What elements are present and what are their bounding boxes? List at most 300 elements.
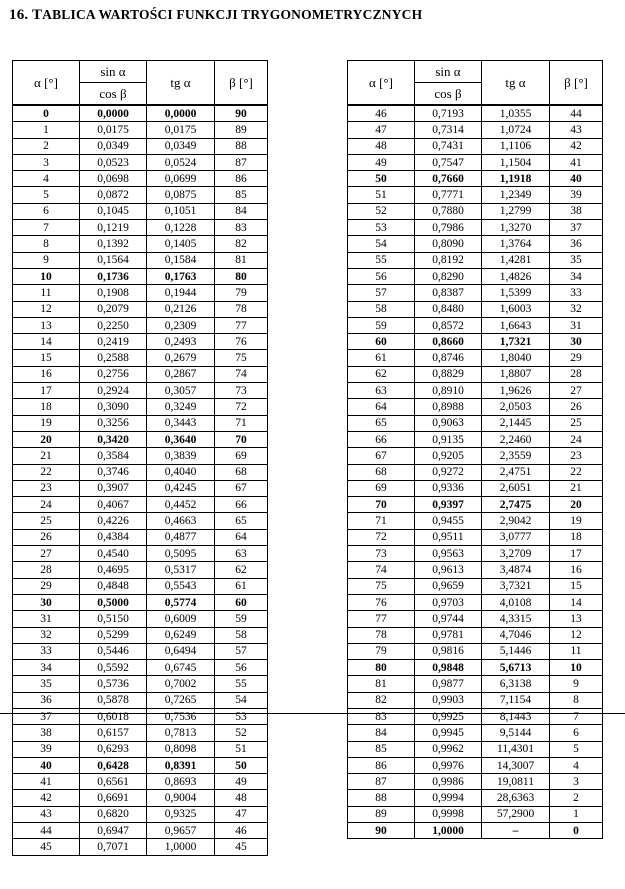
cell-alpha: 14: [13, 334, 80, 350]
cell-alpha: 67: [348, 448, 415, 464]
cell-tg: 0,4452: [147, 497, 215, 513]
cell-tg: 0,3640: [147, 431, 215, 447]
table-row: [13, 725, 268, 741]
table-row: [13, 627, 268, 643]
cell-sin: 0,9336: [415, 480, 482, 496]
cell-alpha: 57: [348, 285, 415, 301]
cell-tg: 9,5144: [482, 725, 550, 741]
cell-sin: 0,8910: [415, 383, 482, 399]
cell-sin: 0,9063: [415, 415, 482, 431]
table-row: [348, 611, 603, 627]
table-row: [348, 301, 603, 317]
cell-alpha: 39: [13, 741, 80, 757]
cell-beta: 41: [550, 154, 603, 170]
cell-alpha: 70: [348, 497, 415, 513]
cell-sin: 0,7986: [415, 220, 482, 236]
cell-sin: 0,6820: [80, 806, 147, 822]
table-row: [348, 497, 603, 513]
cell-tg: 0,0699: [147, 171, 215, 187]
cell-beta: 63: [215, 546, 268, 562]
cell-sin: 0,4540: [80, 546, 147, 562]
cell-alpha: 56: [348, 268, 415, 284]
cell-tg: 0,7536: [147, 708, 215, 724]
table-row: [348, 725, 603, 741]
cell-beta: 72: [215, 399, 268, 415]
header-tg: tg α: [147, 61, 215, 106]
table-row: [348, 464, 603, 480]
cell-tg: 7,1154: [482, 692, 550, 708]
cell-sin: 0,3090: [80, 399, 147, 415]
cell-beta: 7: [550, 708, 603, 724]
cell-alpha: 21: [13, 448, 80, 464]
cell-alpha: 76: [348, 594, 415, 610]
table-row: [348, 431, 603, 447]
cell-sin: 0,1219: [80, 220, 147, 236]
cell-beta: 76: [215, 334, 268, 350]
cell-tg: 0,2126: [147, 301, 215, 317]
cell-sin: 0,7660: [415, 171, 482, 187]
cell-alpha: 3: [13, 154, 80, 170]
cell-beta: 20: [550, 497, 603, 513]
cell-sin: 0,8192: [415, 252, 482, 268]
cell-alpha: 23: [13, 480, 80, 496]
cell-tg: 0,3249: [147, 399, 215, 415]
cell-alpha: 15: [13, 350, 80, 366]
cell-alpha: 90: [348, 823, 415, 839]
cell-sin: 0,5299: [80, 627, 147, 643]
cell-beta: 49: [215, 774, 268, 790]
cell-beta: 43: [550, 122, 603, 138]
cell-beta: 42: [550, 138, 603, 154]
cell-alpha: 83: [348, 708, 415, 724]
table-row: [13, 757, 268, 773]
cell-alpha: 58: [348, 301, 415, 317]
cell-alpha: 11: [13, 285, 80, 301]
cell-sin: 0,1564: [80, 252, 147, 268]
header-alpha: α [°]: [348, 61, 415, 106]
cell-beta: 54: [215, 692, 268, 708]
cell-tg: 1,7321: [482, 334, 550, 350]
cell-beta: 6: [550, 725, 603, 741]
cell-tg: –: [482, 823, 550, 839]
cell-sin: 0,9976: [415, 757, 482, 773]
cell-alpha: 49: [348, 154, 415, 170]
table-row: [348, 448, 603, 464]
cell-sin: 0,3256: [80, 415, 147, 431]
cell-tg: 28,6363: [482, 790, 550, 806]
cell-tg: 0,4040: [147, 464, 215, 480]
table-row: [348, 122, 603, 138]
table-row: [348, 317, 603, 333]
cell-sin: 0,9877: [415, 676, 482, 692]
table-row: [13, 611, 268, 627]
table-row: [348, 741, 603, 757]
cell-alpha: 16: [13, 366, 80, 382]
cell-beta: 55: [215, 676, 268, 692]
cell-beta: 83: [215, 220, 268, 236]
table-row: [348, 187, 603, 203]
cell-alpha: 27: [13, 546, 80, 562]
table-row: [348, 562, 603, 578]
cell-sin: 0,3746: [80, 464, 147, 480]
header-sin-cos: [80, 61, 147, 106]
cell-alpha: 26: [13, 529, 80, 545]
cell-sin: 0,9998: [415, 806, 482, 822]
cell-alpha: 46: [348, 105, 415, 122]
cell-tg: 0,6745: [147, 660, 215, 676]
cell-sin: 0,2250: [80, 317, 147, 333]
cell-beta: 14: [550, 594, 603, 610]
cell-beta: 50: [215, 757, 268, 773]
cell-tg: 0,5095: [147, 546, 215, 562]
table-row: [348, 546, 603, 562]
cell-alpha: 78: [348, 627, 415, 643]
table-header-row: [348, 61, 603, 106]
cell-sin: 0,0698: [80, 171, 147, 187]
cell-beta: 75: [215, 350, 268, 366]
cell-beta: 68: [215, 464, 268, 480]
cell-beta: 57: [215, 643, 268, 659]
cell-sin: 0,9962: [415, 741, 482, 757]
cell-tg: 1,6643: [482, 317, 550, 333]
table-row: [348, 220, 603, 236]
cell-alpha: 4: [13, 171, 80, 187]
cell-alpha: 19: [13, 415, 80, 431]
cell-tg: 0,3839: [147, 448, 215, 464]
cell-sin: 0,4695: [80, 562, 147, 578]
cell-beta: 47: [215, 806, 268, 822]
cell-sin: 0,7880: [415, 203, 482, 219]
cell-beta: 51: [215, 741, 268, 757]
cell-beta: 5: [550, 741, 603, 757]
cell-beta: 15: [550, 578, 603, 594]
cell-alpha: 51: [348, 187, 415, 203]
cell-sin: 1,0000: [415, 823, 482, 839]
page-title: [9, 7, 422, 24]
cell-beta: 25: [550, 415, 603, 431]
cell-sin: 0,7431: [415, 138, 482, 154]
cell-tg: 1,5399: [482, 285, 550, 301]
cell-alpha: 69: [348, 480, 415, 496]
table-row: [13, 350, 268, 366]
cell-alpha: 50: [348, 171, 415, 187]
cell-sin: 0,6561: [80, 774, 147, 790]
cell-alpha: 54: [348, 236, 415, 252]
cell-alpha: 63: [348, 383, 415, 399]
cell-beta: 74: [215, 366, 268, 382]
table-row: [348, 236, 603, 252]
cell-sin: 0,2924: [80, 383, 147, 399]
cell-tg: 1,1106: [482, 138, 550, 154]
cell-alpha: 41: [13, 774, 80, 790]
cell-tg: 2,6051: [482, 480, 550, 496]
table-row: [348, 171, 603, 187]
cell-sin: 0,1736: [80, 268, 147, 284]
cell-beta: 34: [550, 268, 603, 284]
table-row: [348, 154, 603, 170]
header-sin-cos: [415, 61, 482, 106]
cell-sin: 0,1392: [80, 236, 147, 252]
cell-alpha: 62: [348, 366, 415, 382]
cell-sin: 0,0000: [80, 105, 147, 122]
cell-beta: 61: [215, 578, 268, 594]
cell-alpha: 86: [348, 757, 415, 773]
cell-alpha: 71: [348, 513, 415, 529]
cell-sin: 0,4384: [80, 529, 147, 545]
table-row: [13, 383, 268, 399]
cell-sin: 0,4067: [80, 497, 147, 513]
cell-alpha: 12: [13, 301, 80, 317]
cell-tg: 3,4874: [482, 562, 550, 578]
table-row: [13, 741, 268, 757]
cell-sin: 0,2588: [80, 350, 147, 366]
cell-tg: 8,1443: [482, 708, 550, 724]
table-row: [13, 839, 268, 855]
table-row: [348, 138, 603, 154]
cell-tg: 0,2867: [147, 366, 215, 382]
table-row: [348, 268, 603, 284]
cell-tg: 1,0355: [482, 105, 550, 122]
cell-beta: 90: [215, 105, 268, 122]
cell-alpha: 13: [13, 317, 80, 333]
cell-tg: 0,6009: [147, 611, 215, 627]
cell-tg: 0,6249: [147, 627, 215, 643]
table-row: [348, 399, 603, 415]
cell-sin: 0,8988: [415, 399, 482, 415]
table-row: [13, 187, 268, 203]
cell-alpha: 44: [13, 823, 80, 839]
cell-alpha: 79: [348, 643, 415, 659]
cell-alpha: 24: [13, 497, 80, 513]
table-row: [348, 203, 603, 219]
cell-beta: 71: [215, 415, 268, 431]
cell-alpha: 29: [13, 578, 80, 594]
cell-beta: 1: [550, 806, 603, 822]
cell-alpha: 89: [348, 806, 415, 822]
cell-sin: 0,2079: [80, 301, 147, 317]
cell-tg: 4,7046: [482, 627, 550, 643]
cell-tg: 0,9325: [147, 806, 215, 822]
cell-beta: 56: [215, 660, 268, 676]
cell-sin: 0,5736: [80, 676, 147, 692]
table-row: [13, 448, 268, 464]
cell-tg: 2,1445: [482, 415, 550, 431]
table-row: [13, 660, 268, 676]
cell-tg: 0,9004: [147, 790, 215, 806]
trig-table-right: [347, 60, 603, 839]
table-row: [13, 643, 268, 659]
title-rest: ABLICA WARTOŚCI FUNKCJI TRYGONOMETRYCZNYCH: [42, 7, 423, 22]
cell-sin: 0,7071: [80, 839, 147, 855]
cell-beta: 89: [215, 122, 268, 138]
cell-sin: 0,9613: [415, 562, 482, 578]
cell-tg: 0,1944: [147, 285, 215, 301]
cell-beta: 0: [550, 823, 603, 839]
cell-alpha: 28: [13, 562, 80, 578]
cell-alpha: 2: [13, 138, 80, 154]
cell-beta: 53: [215, 708, 268, 724]
cell-tg: 2,0503: [482, 399, 550, 415]
cell-sin: 0,9205: [415, 448, 482, 464]
cell-alpha: 1: [13, 122, 80, 138]
cell-tg: 0,4245: [147, 480, 215, 496]
cell-sin: 0,2419: [80, 334, 147, 350]
cell-tg: 0,1051: [147, 203, 215, 219]
header-alpha: α [°]: [13, 61, 80, 106]
table-row: [348, 790, 603, 806]
cell-tg: 1,1918: [482, 171, 550, 187]
cell-tg: 2,9042: [482, 513, 550, 529]
cell-beta: 31: [550, 317, 603, 333]
table-row: [348, 350, 603, 366]
cell-tg: 1,1504: [482, 154, 550, 170]
cell-alpha: 66: [348, 431, 415, 447]
cell-beta: 52: [215, 725, 268, 741]
cell-tg: 0,4663: [147, 513, 215, 529]
cell-alpha: 81: [348, 676, 415, 692]
cell-beta: 81: [215, 252, 268, 268]
cell-tg: 0,1763: [147, 268, 215, 284]
cell-tg: 0,8693: [147, 774, 215, 790]
table-row: [13, 823, 268, 839]
cell-tg: 1,4826: [482, 268, 550, 284]
cell-tg: 0,6494: [147, 643, 215, 659]
cell-alpha: 84: [348, 725, 415, 741]
cell-alpha: 17: [13, 383, 80, 399]
cell-beta: 58: [215, 627, 268, 643]
cell-alpha: 36: [13, 692, 80, 708]
cell-tg: 0,5317: [147, 562, 215, 578]
cell-tg: 1,8807: [482, 366, 550, 382]
cell-tg: 0,2493: [147, 334, 215, 350]
table-row: [13, 497, 268, 513]
cell-tg: 1,4281: [482, 252, 550, 268]
cell-tg: 0,2309: [147, 317, 215, 333]
cell-alpha: 60: [348, 334, 415, 350]
cell-alpha: 85: [348, 741, 415, 757]
table-row: [348, 480, 603, 496]
table-header-row: [13, 61, 268, 106]
cell-beta: 82: [215, 236, 268, 252]
cell-alpha: 75: [348, 578, 415, 594]
cell-sin: 0,6428: [80, 757, 147, 773]
cell-tg: 0,1584: [147, 252, 215, 268]
cell-alpha: 52: [348, 203, 415, 219]
cell-tg: 1,2799: [482, 203, 550, 219]
table-row: [348, 627, 603, 643]
cell-tg: 0,0875: [147, 187, 215, 203]
cell-sin: 0,8090: [415, 236, 482, 252]
cell-beta: 10: [550, 660, 603, 676]
header-cos: cos β: [99, 86, 127, 101]
cell-alpha: 30: [13, 594, 80, 610]
cell-beta: 65: [215, 513, 268, 529]
cell-tg: 4,3315: [482, 611, 550, 627]
cell-tg: 14,3007: [482, 757, 550, 773]
cell-beta: 32: [550, 301, 603, 317]
cell-beta: 24: [550, 431, 603, 447]
cell-tg: 0,7002: [147, 676, 215, 692]
cell-beta: 19: [550, 513, 603, 529]
cell-sin: 0,0175: [80, 122, 147, 138]
cell-tg: 0,7265: [147, 692, 215, 708]
cell-tg: 11,4301: [482, 741, 550, 757]
cell-tg: 1,3764: [482, 236, 550, 252]
cell-beta: 29: [550, 350, 603, 366]
cell-tg: 19,0811: [482, 774, 550, 790]
cell-beta: 12: [550, 627, 603, 643]
cell-beta: 69: [215, 448, 268, 464]
table-row: [13, 252, 268, 268]
cell-sin: 0,4848: [80, 578, 147, 594]
cell-sin: 0,7771: [415, 187, 482, 203]
cell-beta: 38: [550, 203, 603, 219]
table-row: [348, 578, 603, 594]
table-row: [13, 317, 268, 333]
cell-beta: 39: [550, 187, 603, 203]
cell-sin: 0,6947: [80, 823, 147, 839]
cell-sin: 0,9994: [415, 790, 482, 806]
cell-alpha: 40: [13, 757, 80, 773]
table-row: [348, 660, 603, 676]
cell-alpha: 37: [13, 708, 80, 724]
cell-tg: 0,2679: [147, 350, 215, 366]
cell-sin: 0,7314: [415, 122, 482, 138]
cell-tg: 0,8098: [147, 741, 215, 757]
cell-alpha: 87: [348, 774, 415, 790]
cell-tg: 3,0777: [482, 529, 550, 545]
table-row: [13, 692, 268, 708]
cell-sin: 0,9848: [415, 660, 482, 676]
cell-beta: 23: [550, 448, 603, 464]
cell-sin: 0,6691: [80, 790, 147, 806]
cell-alpha: 32: [13, 627, 80, 643]
header-sin: sin α: [80, 61, 146, 83]
table-row: [13, 790, 268, 806]
cell-alpha: 31: [13, 611, 80, 627]
trig-table-left: [12, 60, 268, 856]
cell-beta: 66: [215, 497, 268, 513]
cell-alpha: 88: [348, 790, 415, 806]
cell-beta: 16: [550, 562, 603, 578]
cell-sin: 0,6293: [80, 741, 147, 757]
cell-alpha: 61: [348, 350, 415, 366]
cell-sin: 0,8387: [415, 285, 482, 301]
table-row: [348, 823, 603, 839]
cell-beta: 60: [215, 594, 268, 610]
cell-sin: 0,3584: [80, 448, 147, 464]
cell-alpha: 7: [13, 220, 80, 236]
cell-alpha: 45: [13, 839, 80, 855]
cell-alpha: 77: [348, 611, 415, 627]
table-row: [348, 643, 603, 659]
cell-beta: 70: [215, 431, 268, 447]
cell-sin: 0,7547: [415, 154, 482, 170]
cell-beta: 86: [215, 171, 268, 187]
cell-alpha: 42: [13, 790, 80, 806]
header-beta: β [°]: [550, 61, 603, 106]
cell-sin: 0,0872: [80, 187, 147, 203]
table-row: [13, 431, 268, 447]
cell-beta: 88: [215, 138, 268, 154]
cell-tg: 0,9657: [147, 823, 215, 839]
cell-tg: 6,3138: [482, 676, 550, 692]
table-row: [13, 366, 268, 382]
cell-alpha: 43: [13, 806, 80, 822]
cell-sin: 0,9135: [415, 431, 482, 447]
cell-beta: 22: [550, 464, 603, 480]
cell-tg: 0,7813: [147, 725, 215, 741]
